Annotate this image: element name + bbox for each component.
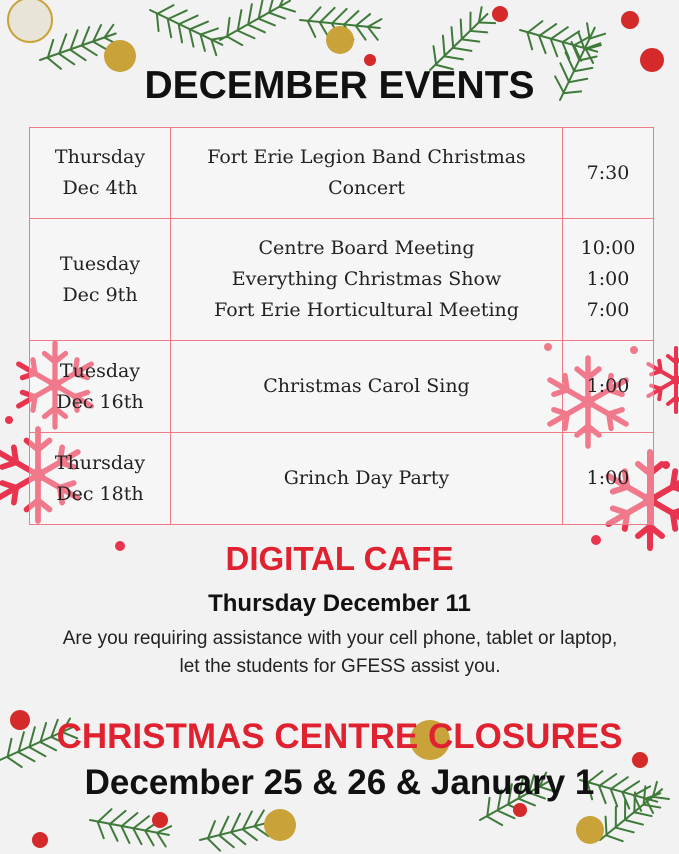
event-date-cell <box>30 341 171 433</box>
event-time: 1:00 <box>586 375 630 397</box>
event-date-cell <box>30 433 171 525</box>
event-name-cell <box>171 341 563 433</box>
event-date: Dec 4th <box>62 177 138 199</box>
page-title: DECEMBER EVENTS <box>144 64 535 107</box>
event-date-cell <box>30 128 171 219</box>
event-date-cell <box>30 219 171 341</box>
event-name: Centre Board Meeting <box>258 237 475 259</box>
events-table <box>29 127 654 525</box>
closures-title: CHRISTMAS CENTRE CLOSURES <box>56 717 623 756</box>
event-name: Grinch Day Party <box>283 467 450 489</box>
event-day: Thursday <box>54 146 146 168</box>
event-name: Everything Christmas Show <box>231 268 502 290</box>
event-date: Dec 18th <box>56 482 144 505</box>
digital-cafe-date: Thursday December 11 <box>208 590 471 617</box>
event-name: Christmas Carol Sing <box>263 375 470 397</box>
event-time-cell <box>563 219 654 341</box>
event-time-cell <box>563 341 654 433</box>
event-name: Fort Erie Horticultural Meeting <box>214 299 519 321</box>
event-name-cell <box>171 219 563 341</box>
event-time: 1:00 <box>586 467 630 489</box>
table-row <box>30 341 654 433</box>
digital-cafe-description: Are you requiring assistance with your cell phone, tablet or laptop, let the students for GFESS assist you. <box>62 628 618 677</box>
event-date: Dec 9th <box>62 283 138 306</box>
event-name: Fort Erie Legion Band Christmas Concert <box>207 146 526 199</box>
event-time: 7:00 <box>586 299 630 321</box>
closures-dates: December 25 & 26 & January 1 <box>84 763 595 802</box>
event-day: Thursday <box>54 451 146 474</box>
event-time: 7:30 <box>586 161 630 184</box>
event-time: 10:00 <box>580 237 636 259</box>
event-time: 1:00 <box>586 268 630 290</box>
event-name-cell <box>171 128 563 219</box>
event-time-cell <box>563 433 654 525</box>
event-day: Tuesday <box>59 252 141 275</box>
digital-cafe-title: DIGITAL CAFE <box>225 540 454 577</box>
table-row <box>30 433 654 525</box>
event-time-cell <box>563 128 654 219</box>
event-date: Dec 16th <box>56 390 144 413</box>
table-row <box>30 128 654 219</box>
table-row <box>30 219 654 341</box>
event-name-cell <box>171 433 563 525</box>
event-day: Tuesday <box>59 359 141 382</box>
